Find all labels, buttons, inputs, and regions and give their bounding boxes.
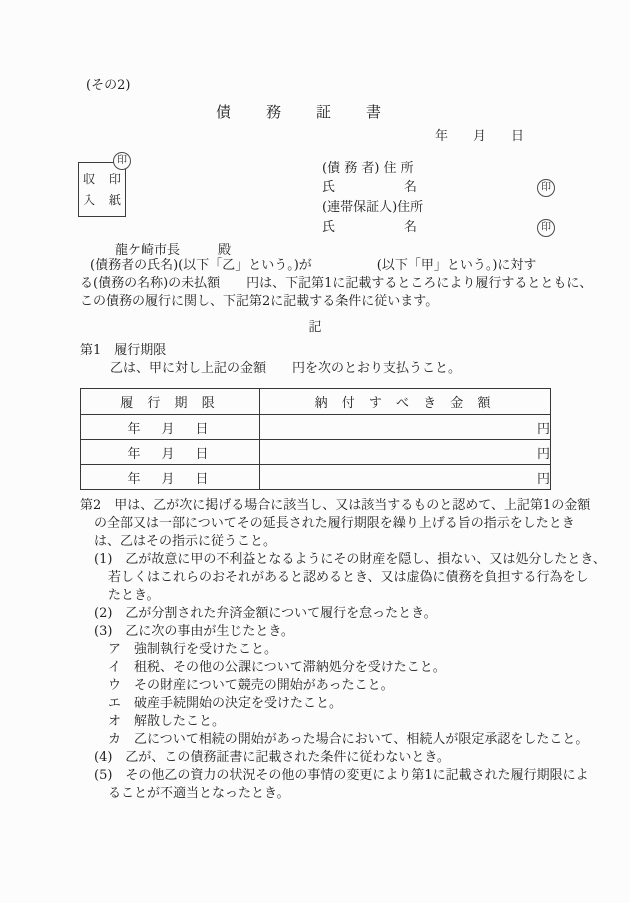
guarantor-address-label: (連帯保証人)住所 bbox=[322, 200, 424, 215]
table-row bbox=[81, 415, 551, 440]
section2-subitem: ア 強制執行を受けたこと。 bbox=[108, 642, 278, 657]
amount-cell: 円 bbox=[260, 440, 551, 465]
section2-line: たとき。 bbox=[108, 588, 160, 603]
guarantor-name-row bbox=[322, 219, 417, 237]
table-header-row bbox=[81, 389, 551, 415]
debtor-name-label-right: 名 bbox=[403, 180, 417, 195]
revenue-stamp-box bbox=[78, 162, 126, 217]
intro-section bbox=[0, 257, 630, 378]
payment-schedule-table bbox=[80, 388, 551, 490]
intro-line: る(債務の名称)の未払額 円は、下記第1に記載するところにより履行するとともに、 bbox=[80, 276, 593, 291]
debtor-name-label-left: 氏 bbox=[322, 180, 336, 195]
due-date-cell: 年 月 日 bbox=[81, 465, 260, 490]
section2-item: (1) 乙が故意に甲の不利益となるようにその財産を隠し、損ない、又は処分したとき、 bbox=[94, 552, 606, 567]
addressee-name: 龍ケ崎市長 bbox=[115, 243, 181, 258]
addressee-honorific: 殿 bbox=[218, 243, 232, 258]
section2-subitem: エ 破産手続開始の決定を受けたこと。 bbox=[108, 696, 343, 711]
date-line: 年 月 日 bbox=[435, 129, 531, 144]
section2-subitem: ウ その財産について競売の開始があったこと。 bbox=[108, 678, 394, 693]
table-row bbox=[81, 465, 551, 490]
section2-subitem: カ 乙について相続の開始があった場合において、相続人が限定承認をしたこと。 bbox=[108, 732, 589, 747]
intro-line: この債務の履行に関し、下記第2に記載する条件に従います。 bbox=[80, 294, 439, 309]
section2-line: ることが不適当となったとき。 bbox=[108, 786, 290, 801]
section2-item: (3) 乙に次の事由が生じたとき。 bbox=[94, 624, 294, 639]
guarantor-seal-icon: 印 bbox=[537, 219, 555, 237]
section2-line: の全部又は一部についてその延長された履行期限を繰り上げる旨の指示をしたとき bbox=[94, 516, 575, 531]
section2-item: (4) 乙が、この債務証書に記載された条件に従わないとき。 bbox=[94, 750, 450, 765]
table-row bbox=[81, 440, 551, 465]
due-date-cell: 年 月 日 bbox=[81, 415, 260, 440]
debtor-seal-icon: 印 bbox=[537, 179, 555, 197]
revenue-stamp-row: 収 印 bbox=[83, 171, 126, 186]
section2-line: 若しくはこれらのおそれがあると認めるとき、又は虚偽に債務を負担する行為をし bbox=[108, 570, 589, 585]
revenue-stamp-row: 入 紙 bbox=[83, 193, 126, 208]
intro-line: (債務者の氏名)(以下「乙」という。)が (以下「甲」という。)に対す bbox=[90, 258, 537, 273]
section1-line: 乙は、甲に対し上記の金額 円を次のとおり支払うこと。 bbox=[110, 361, 462, 376]
due-date-cell: 年 月 日 bbox=[81, 440, 260, 465]
section2 bbox=[0, 497, 630, 803]
document-title: 債務証書 bbox=[216, 103, 417, 121]
term-column-header: 履 行 期 限 bbox=[81, 389, 260, 415]
section1-heading: 第1 履行期限 bbox=[80, 343, 167, 358]
section2-subitem: オ 解散したこと。 bbox=[108, 714, 226, 729]
amount-cell: 円 bbox=[260, 465, 551, 490]
page-label: (その2) bbox=[86, 78, 131, 93]
section2-line: 第2 甲は、乙が次に掲げる場合に該当し、又は該当するものと認めて、上記第1の金額 bbox=[80, 498, 591, 513]
debtor-address-label: (債 務 者) 住 所 bbox=[322, 161, 414, 176]
ki-marker: 記 bbox=[308, 320, 322, 335]
guarantor-name-label-right: 名 bbox=[403, 220, 417, 235]
debtor-name-row bbox=[322, 179, 417, 197]
guarantor-name-label-left: 氏 bbox=[322, 220, 336, 235]
section2-line: は、乙はその指示に従うこと。 bbox=[94, 534, 277, 549]
section2-subitem: イ 租税、その他の公課について滞納処分を受けたこと。 bbox=[108, 660, 446, 675]
seal-icon: 印 bbox=[113, 152, 131, 170]
section2-item: (5) その他乙の資力の状況その他の事情の変更により第1に記載された履行期限によ bbox=[94, 768, 589, 783]
amount-column-header: 納 付 す べ き 金 額 bbox=[260, 389, 551, 415]
section2-item: (2) 乙が分割された弁済金額について履行を怠ったとき。 bbox=[94, 606, 437, 621]
amount-cell: 円 bbox=[260, 415, 551, 440]
